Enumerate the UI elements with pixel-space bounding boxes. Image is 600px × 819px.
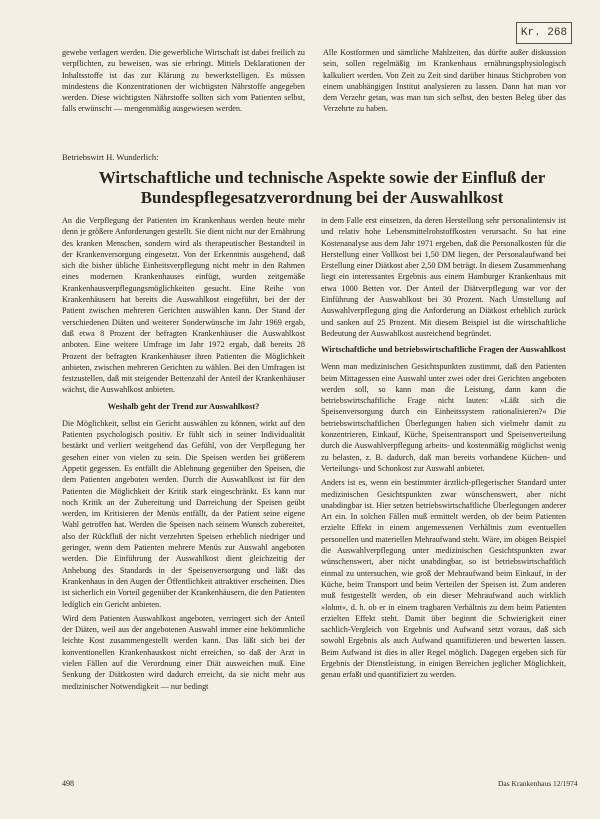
top-left-column (62, 47, 305, 118)
left-subheading: Weshalb geht der Trend zur Auswahlkost? (107, 401, 260, 411)
left-column (62, 215, 305, 695)
author-line: Betriebswirt H. Wunderlich: (62, 152, 159, 162)
top-left-paragraph: gewebe verlagert werden. Die gewerbliche Wirtschaft ist dabei freilich zu verpflichten, zu beweisen, was sie erbringt. Mittels Deklarationen der Inhaltsstoffe ist das zur Klärung zu bewerkstelligen. Es müssen mindestens die Konzentrationen der wichtigsten Nährstoffe angegeben werden. Diese wichtigsten Nährstoffe sollten sich vom Patienten selbst, falls erwünscht — mengenmäßig ausgewiesen werden. (62, 48, 305, 114)
journal-name: Das Krankenhaus 12/1974 (498, 779, 578, 788)
right-column (321, 215, 566, 684)
archive-stamp: Kr. 268 (516, 22, 572, 44)
right-paragraph-2: Wenn man medizinischen Gesichtspunkten zustimmt, daß den Patienten beim Mittagessen eine Auswahl unter zwei oder drei Gerichten angeboten werden soll, so kann man die Leistung, dann kann die betriebswirtschaftliche Frage nicht lauten: »Läßt sich die Speisenversorgung durch ein Einheitssystem rationalisieren?« Die betriebswirtschaftlichen Überlegungen haben sich vielmehr damit zu konzentrieren, Einkauf, Küche, Speisentransport und Speisenverteilung durch die Auswahlverpflegung arbeits- und kostenmäßig möglichst wenig zu belasten, z. B. dadurch, daß man bereits vorhandene Küchen- und Verteilungs- und Schonkost zur Auswahl anbietet. (321, 362, 566, 473)
article-title: Wirtschaftliche und technische Aspekte sowie der Einfluß der Bundespflegesatzverordnung bei der Auswahlkost (98, 168, 546, 207)
left-paragraph-1: An die Verpflegung der Patienten im Krankenhaus werden heute mehr denn je größere Anforderungen gestellt. Sie dient nicht nur der Ernährung des kranken Menschen, sondern wird als therapeutischer Bestandteil in der Krankenversorgung eingesetzt. Von der Erkenntnis ausgehend, daß sich die bisher übliche Einheitsverpflegung nicht mehr in den Rahmen eines modernen Krankenhauses einfügt, wurden zeitgemäße Krankenhausverpflegungsmöglichkeiten gesucht. Eine Reihe von Krankenhäusern hat bereits die Auswahlkost eingeführt, bei der der Patient zwischen mehreren Gerichten auswählen kann. Der Stand der verschiedenen Diäten und weiterer Sonderwünsche im Jahr 1969 ergab, daß etwa 8 Prozent der befragten Krankenhäuser die Auswahlkost anboten. Eine weitere Umfrage im Jahr 1972 ergab, daß bereits 28 Prozent der befragten Krankenhäuser ihren Patienten die Möglichkeit anbieten, zwischen mehreren Gerichten zu wählen. Bei den Umfragen ist festzustellen, daß mit steigender Bettenzahl der Anteil der Krankenhäuser wächst, die Auswahlkost anbieten. (62, 216, 305, 395)
right-subheading: Wirtschaftliche und betriebswirtschaftliche Fragen der Auswahlkost (321, 345, 566, 355)
top-right-column (323, 47, 566, 118)
left-paragraph-2: Die Möglichkeit, selbst ein Gericht auswählen zu können, wirkt auf den Patienten psychologisch positiv. Er fühlt sich in seiner Individualität bestärkt und verliert weitgehend das Gefühl, von der Verpflegung her gesehen einer von vielen zu sein. Die Speisen werden bei größerem Appetit gegessen. Es entfällt die Ablehnung gegenüber den Speisen, die dem Patienten angeboten werden. Durch die Auswahlkost ist für den Patienten die Möglichkeit der Kritik stark eingeschränkt. Es kann nur noch Kritik an der Zubereitung und Darreichung der Speisen geübt werden, im Kritisieren der Menüs entfällt, da der Patient seine eigene Wahl getroffen hat. Werden die Speisen nach seinem Wunsch zubereitet, also der Rückfluß der nicht verzehrten Speisen erheblich niedriger und geringer, wenn dem Patienten mehrere Menüs zur Auswahl angeboten werden. Die Einführung der Auswahlkost dient gleichzeitig der Anhebung des Standards in der Speisenversorgung und läßt das Krankenhaus in den Augen der Öffentlichkeit attraktiver erscheinen. Dies ist sicherlich ein Vorteil gegenüber der Krankenhäusern, die den Patienten lediglich ein Gericht anbieten. (62, 418, 305, 609)
left-paragraph-3: Wird dem Patienten Auswahlkost angeboten, verringert sich der Anteil der Diäten, weil aus der angebotenen Auswahl immer eine bekömmliche leichte Kost zusammengestellt werden kann. Das läßt sich bei der konventionellen Krankenhauskost nicht erreichen, so daß der Arzt in vielen Fällen auf die Verordnung einer Diät ausweichen muß. Eine Senkung der Diätkosten wird dadurch erreicht, da sie nicht mehr aus medizinischer Notwendigkeit — nur bedingt (62, 613, 305, 691)
right-paragraph-1: in dem Falle erst einsetzen, da deren Herstellung sehr personalintensiv ist und relativ hohe Lebensmittelrohstoffkosten verursacht. So hat eine Kostenanalyse aus dem Jahr 1971 ergeben, daß die Personalkosten für die Herstellung einer Vollkost bei 1,50 DM liegen, der Personalaufwand bei Erstellung einer Diätkost aber 2,50 DM beträgt. In diesem Zusammenhang liegt ein interessantes Ergebnis aus einem Hamburger Krankenhaus mit etwa 1000 Betten vor. Der Anteil der Diätverpflegung war vor der Einführung der Auswahlkost bei 30 Prozent. Nach Umstellung auf Auswahlverpflegung ging die Anforderung an Diätkost erheblich zurück und sanken auf 25 Prozent. Mit diesem Beispiel ist die wirtschaftliche Bedeutung der Auswahlkost ausreichend begründet. (321, 216, 566, 338)
top-right-paragraph: Alle Kostformen und sämtliche Mahlzeiten, das dürfte außer diskussion sein, sollen regelmäßig im Krankenhaus ernährungsphysiologisch kalkuliert werden. Von Zeit zu Zeit sind darüber hinaus Stichproben von einem unabhängigen Institut analysieren zu lassen. Dann hat man vor dem Verzehr getan, was man tun sich selbst, den besten Beleg über das Verzehrte zu haben. (323, 48, 566, 114)
right-paragraph-3: Anders ist es, wenn ein bestimmter ärztlich-pflegerischer Standard unter medizinischen Gesichtspunkten zwar wünschenswert, aber nicht unabdingbar ist. Hier setzen betriebswirtschaftliche Überlegungen anderer Art ein. In solchen Fällen muß ermittelt werden, ob der beim Patienten erzielte Effekt in einem angemessenen Verhältnis zum eventuellen personellen und materiellen Mehraufwand steht. Wäre, im obigen Beispiel die Auswahlverpflegung unter medizinischen Gesichtspunkten zwar wünschenswert, aber nicht unabdingbar, so ist betriebswirtschaftlich einmal zu untersuchen, wie groß der Mehraufwand beim Einkauf, in der Küche, beim Transport und beim Verteilen der Speisen ist. Zum anderen muß festgestellt werden, ob ein dieser Mehraufwand auch wirklich »lohnt«, d. h. ob er in einem tragbaren Verhältnis zu dem beim Patienten erzielten Effekt steht. Damit über beginnt die Schwierigkeit einer sachlich-Vergleich von Ergebnis und Aufwand setzt voraus, daß sich sowohl Ergebnis als auch Aufwand quantifizieren und bewerten lassen. Beim Aufwand ist dies in aller Regel möglich. Dagegen ergeben sich für Ergebnis der Dienstleistung, in einigen Bereichen jeglicher Möglichkeit, genau erfaßt und quantifiziert zu werden. (321, 478, 566, 680)
page-number: 498 (62, 779, 74, 788)
